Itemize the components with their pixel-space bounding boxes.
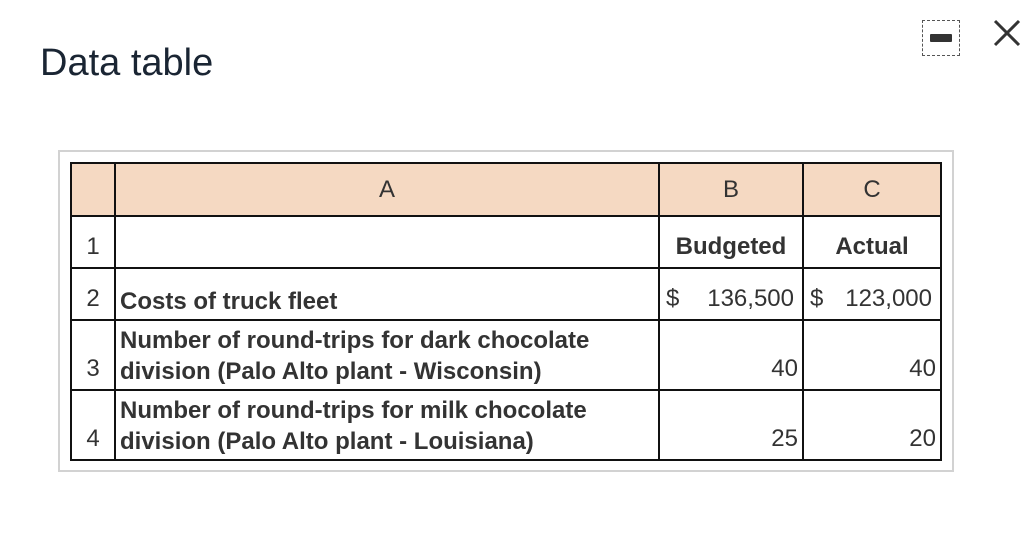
label-line: division (Palo Alto plant - Wisconsin): [120, 358, 542, 385]
cell-a1: [115, 216, 659, 268]
cell-b2: [659, 268, 803, 320]
column-header-row: [71, 163, 941, 216]
close-button[interactable]: [990, 16, 1024, 50]
currency-symbol: $: [666, 285, 680, 312]
data-table: [70, 162, 942, 461]
minimize-icon: [930, 34, 952, 42]
table-row: [71, 216, 941, 268]
corner-cell: [71, 163, 115, 216]
amount-value: 136,500: [707, 285, 794, 312]
label-line: division (Palo Alto plant - Louisiana): [120, 428, 534, 455]
cell-a2: Costs of truck fleet: [115, 268, 659, 320]
cell-b1: Budgeted: [659, 216, 803, 268]
row-number: 2: [71, 268, 115, 320]
minimize-button[interactable]: [922, 20, 960, 56]
currency-symbol: $: [810, 285, 824, 312]
cell-c1: Actual: [803, 216, 941, 268]
amount-value: 123,000: [845, 285, 932, 312]
table-row: [71, 320, 941, 390]
row-number: 3: [71, 320, 115, 390]
dialog-title: Data table: [40, 42, 214, 84]
label-line: Number of round-trips for dark chocolate: [120, 327, 590, 354]
row-number: 1: [71, 216, 115, 268]
column-header-b: B: [659, 163, 803, 216]
cell-a3: [115, 320, 659, 390]
close-icon: [990, 16, 1024, 50]
table-row: [71, 390, 941, 460]
cell-b3: 40: [659, 320, 803, 390]
cell-b4: 25: [659, 390, 803, 460]
cell-c3: 40: [803, 320, 941, 390]
column-header-c: C: [803, 163, 941, 216]
column-header-a: A: [115, 163, 659, 216]
label-line: Number of round-trips for milk chocolate: [120, 397, 587, 424]
cell-a4: [115, 390, 659, 460]
cell-c4: 20: [803, 390, 941, 460]
row-number: 4: [71, 390, 115, 460]
cell-c2: [803, 268, 941, 320]
table-row: [71, 268, 941, 320]
